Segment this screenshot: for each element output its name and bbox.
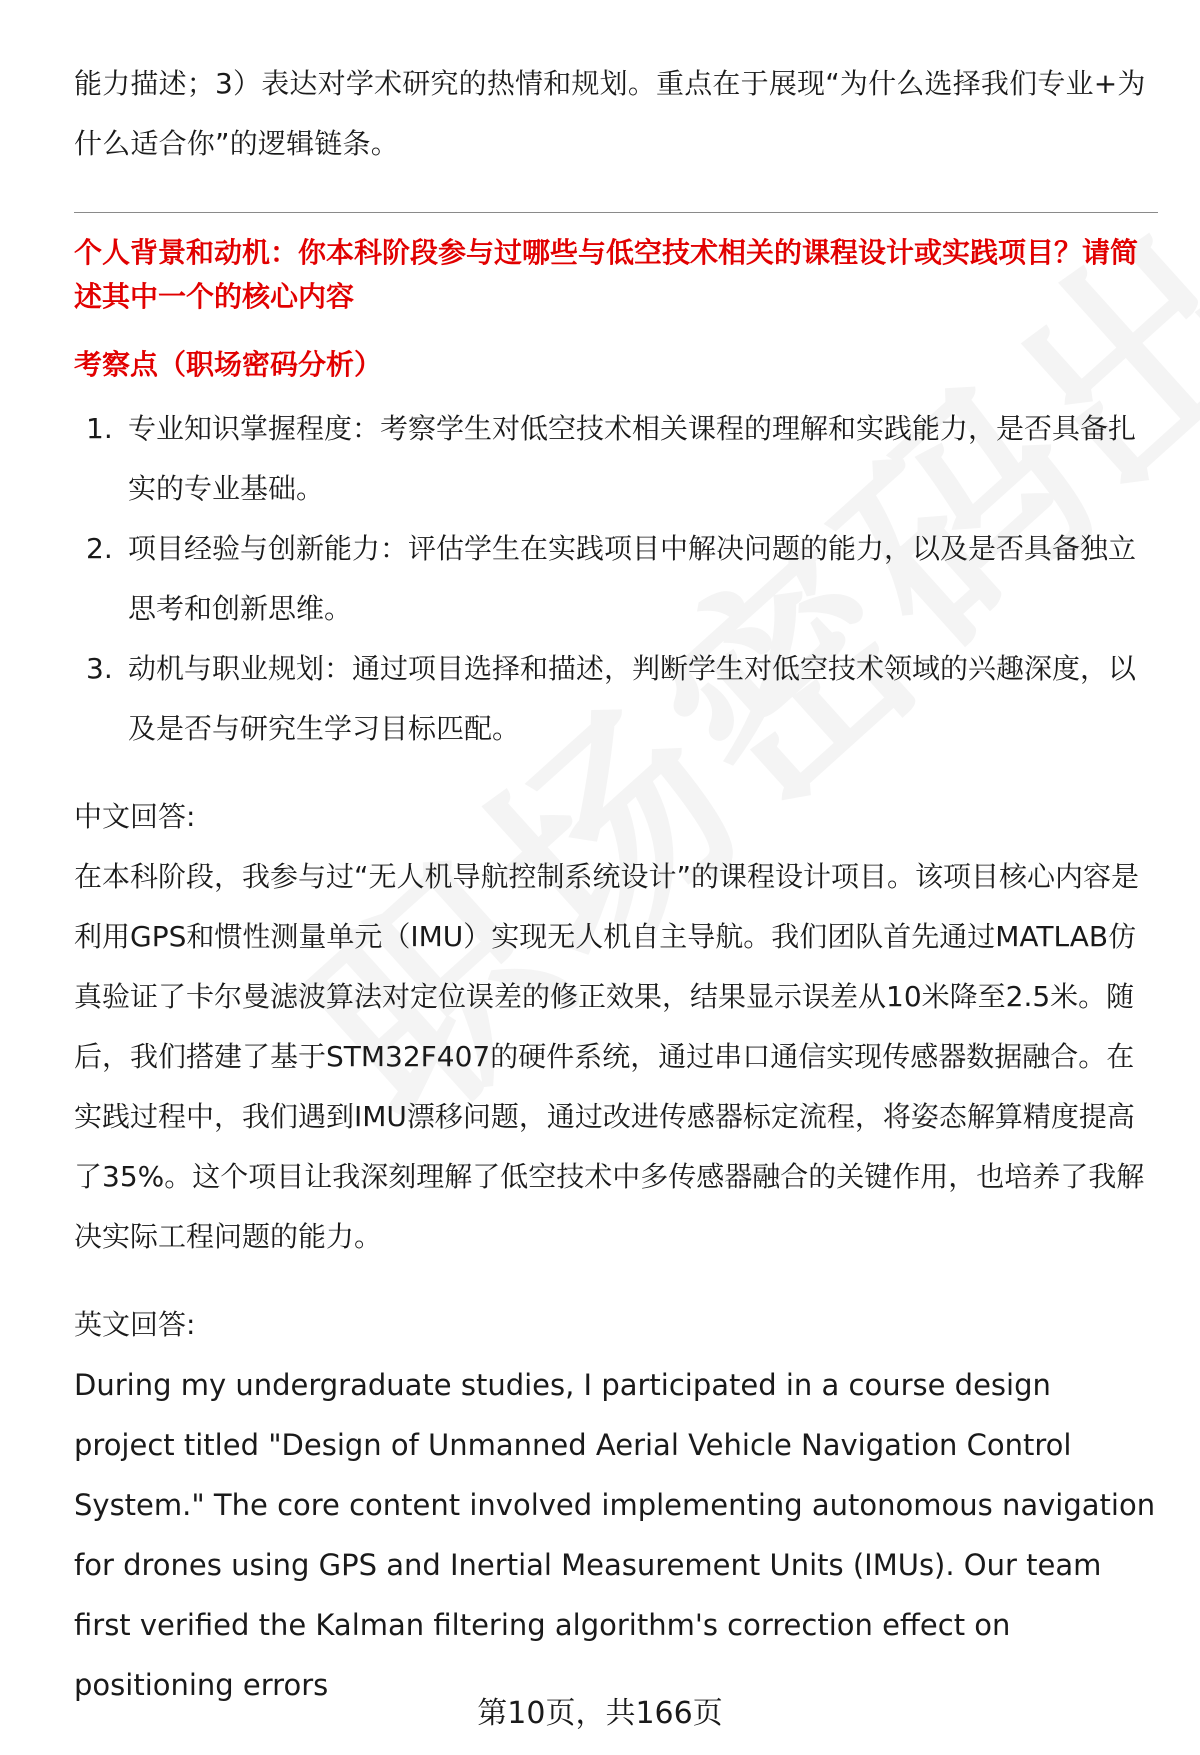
page-footer: 第10页，共166页 [477, 1696, 723, 1731]
spacer [74, 1267, 1158, 1283]
list-item-text: 项目经验与创新能力：评估学生在实践项目中解决问题的能力，以及是否具备独立思考和创新思维。 [128, 532, 1137, 625]
question-title: 个人背景和动机：你本科阶段参与过哪些与低空技术相关的课程设计或实践项目？请简述其中一个的核心内容 [74, 236, 1139, 313]
spacer [74, 759, 1158, 775]
list-item [74, 519, 1158, 639]
chinese-answer-text: 在本科阶段，我参与过“无人机导航控制系统设计”的课程设计项目。该项目核心内容是利用GPS和惯性测量单元（IMU）实现无人机自主导航。我们团队首先通过MATLAB仿真验证了卡尔曼滤波算法对定位误差的修正效果，结果显示误差从10米降至2.5米。随后，我们搭建了基于STM32F407的硬件系统，通过串口通信实现传感器数据融合。在实践过程中，我们遇到IMU漂移问题，通过改进传感器标定流程，将姿态解算精度提高了35%。这个项目让我深刻理解了低空技术中多传感器融合的关键作用，也培养了我解决实际工程问题的能力。 [74, 860, 1145, 1253]
list-item-number: 1. [86, 412, 113, 445]
chinese-answer-label: 中文回答: [74, 800, 196, 833]
list-item-text: 专业知识掌握程度：考察学生对低空技术相关课程的理解和实践能力，是否具备扎实的专业基础。 [128, 412, 1137, 505]
list-item [74, 639, 1158, 759]
list-item-text: 动机与职业规划：通过项目选择和描述，判断学生对低空技术领域的兴趣深度，以及是否与研究生学习目标匹配。 [128, 652, 1137, 745]
assessment-points-list [74, 399, 1158, 759]
english-answer-text: During my undergraduate studies, I participated in a course design project titled "Design of Unmanned Aerial Vehicle Navigation Control System." The core content involved implementing autonomous navigation for drones using GPS and Inertial Measurement Units (IMUs). Our team first verified the Kalman filtering algorithm's correction effect on positioning errors [74, 1368, 1156, 1702]
list-item-number: 2. [86, 532, 113, 565]
list-item-number: 3. [86, 652, 113, 685]
list-item [74, 399, 1158, 519]
section-divider [74, 212, 1158, 213]
assessment-subheading: 考察点（职场密码分析） [74, 348, 383, 381]
page-content [74, 54, 1158, 1715]
intro-paragraph: 能力描述；3）表达对学术研究的热情和规划。重点在于展现“为什么选择我们专业+为什么适合你”的逻辑链条。 [74, 67, 1146, 160]
english-answer-label: 英文回答: [74, 1308, 196, 1341]
